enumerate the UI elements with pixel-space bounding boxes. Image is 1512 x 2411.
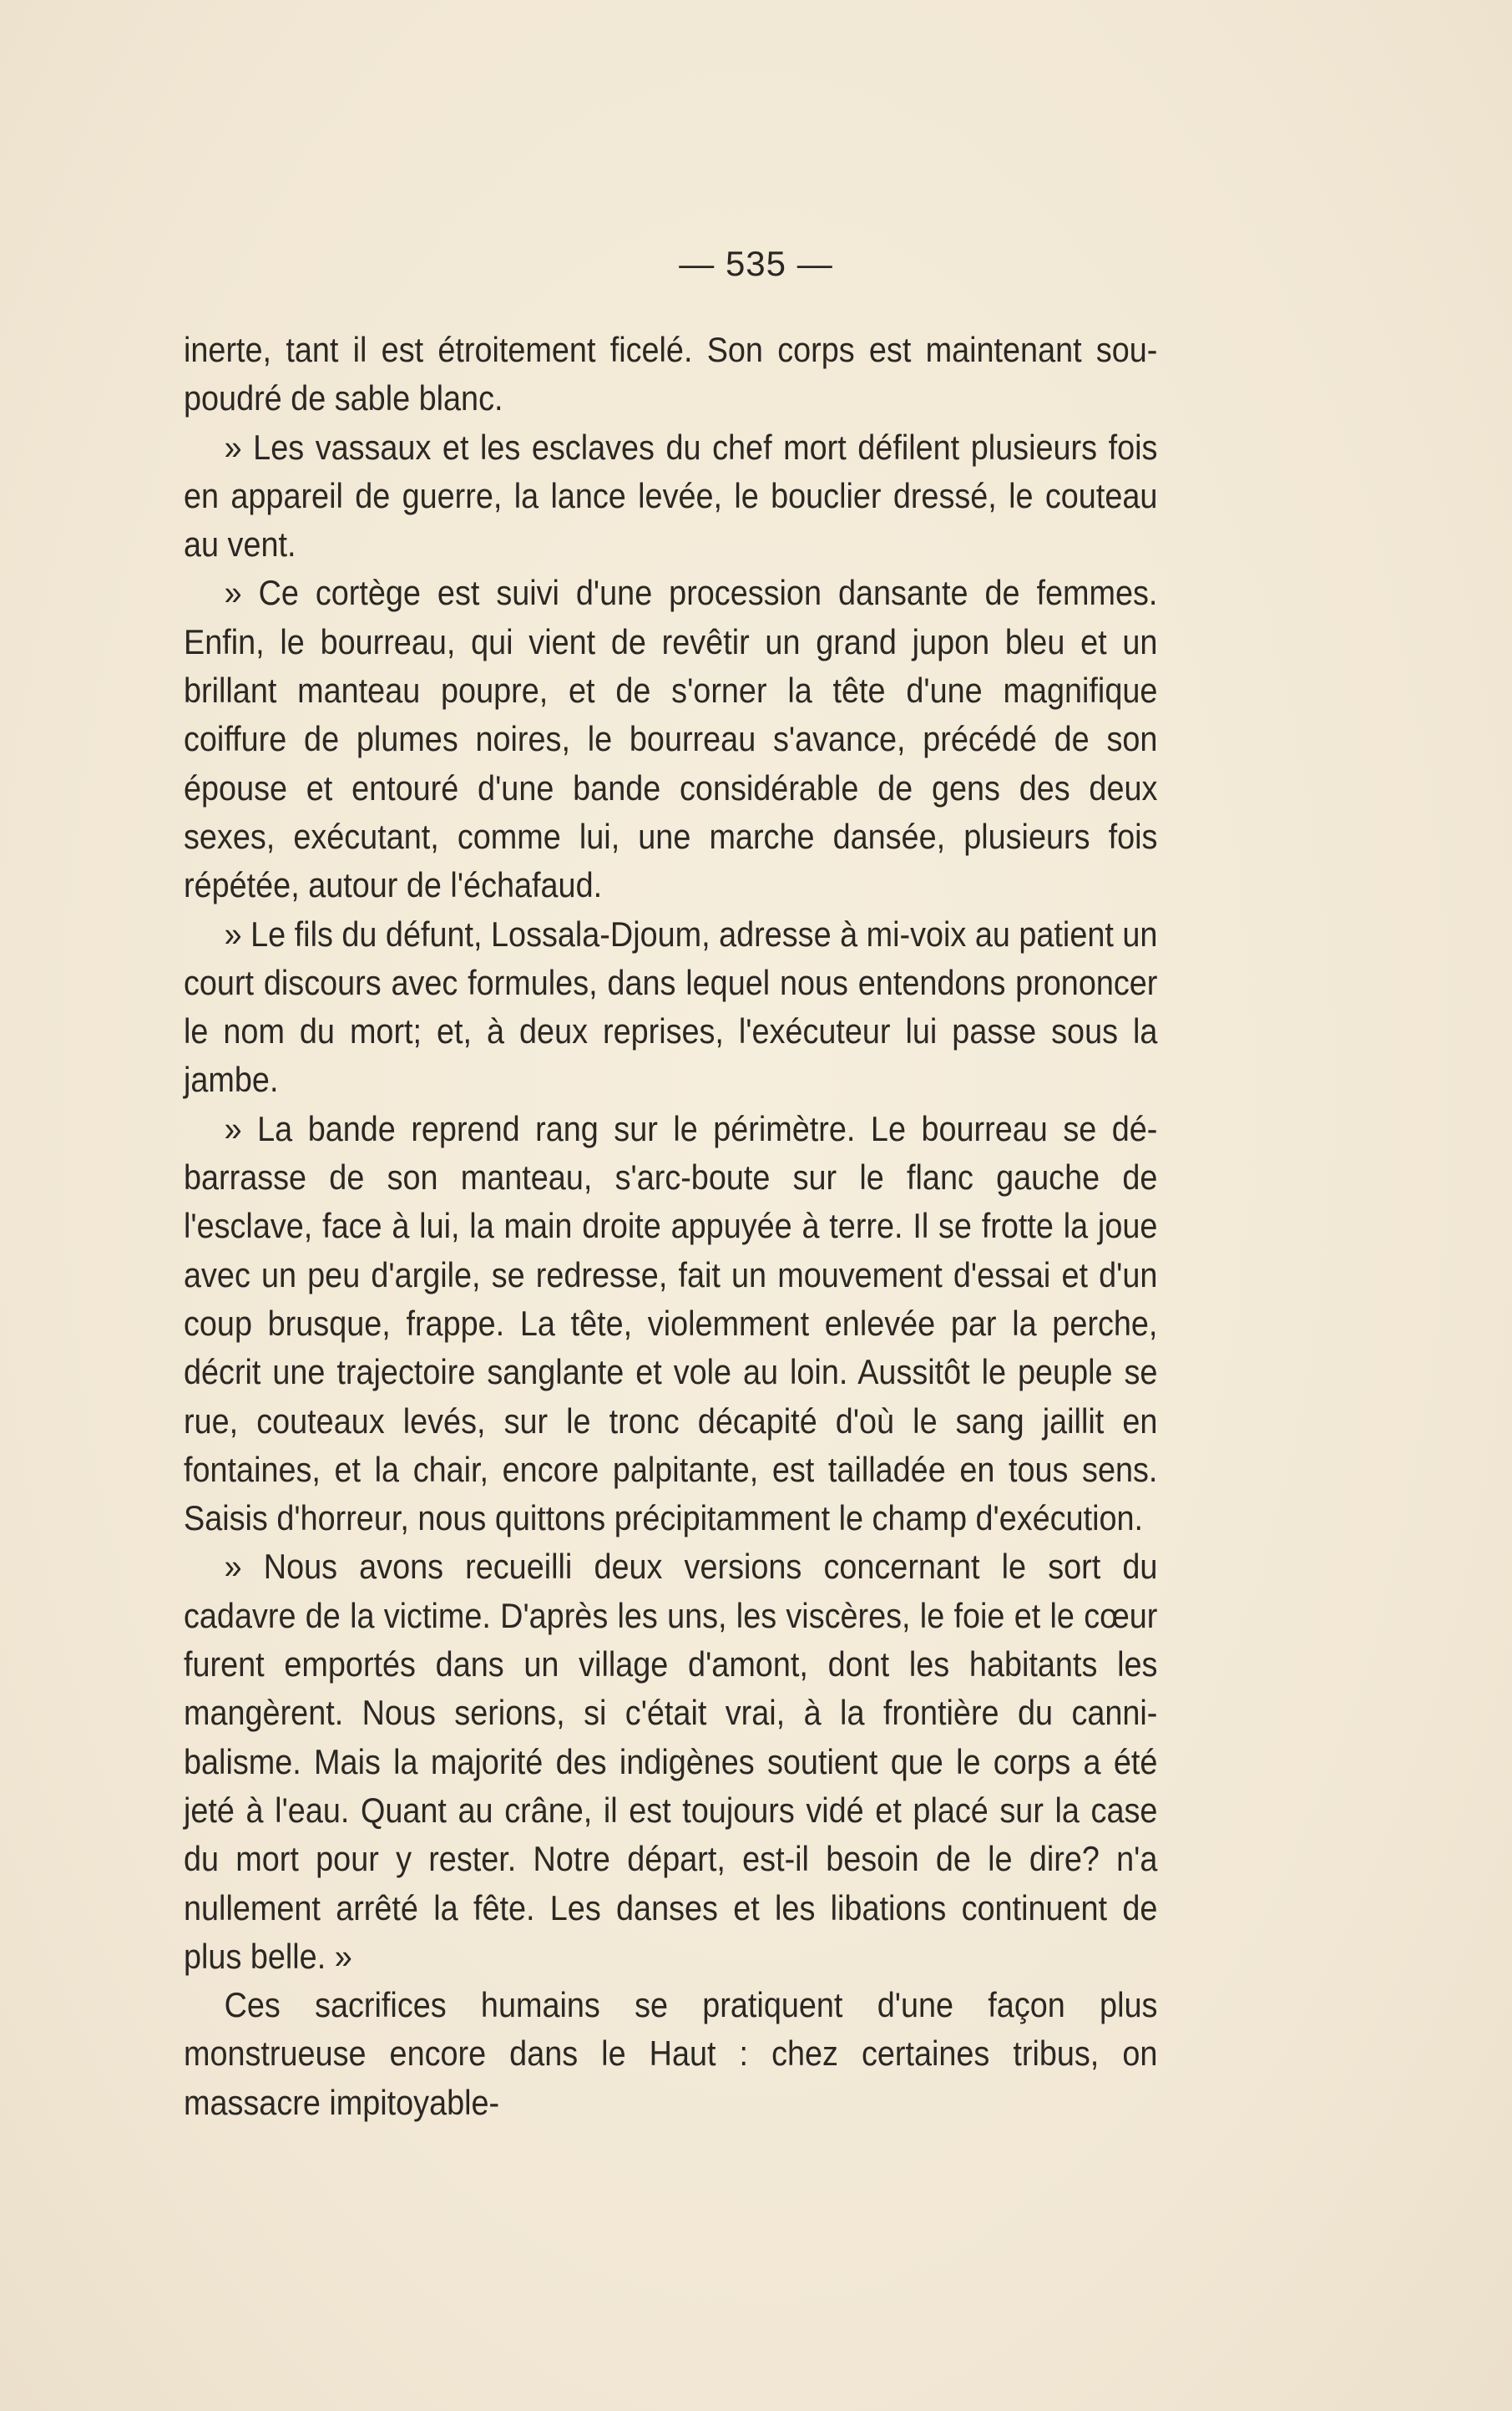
page-number: — 535 — [679, 244, 833, 283]
paragraph-3: » Ce cortège est suivi d'une procession dansante de femmes. Enfin, le bourreau, qui vient de revêtir un grand jupon bleu et un brillant manteau poupre, et de s'orner la tête d'une magnifique coiffure de plumes noires, le bourreau s'avance, précédé de son épouse et entouré d'une bande considérable de gens des deux sexes, exécutant, comme lui, une marche dansée, plusieurs fois répétée, autour de l'échafaud. [184, 573, 1158, 905]
paragraph-1: inerte, tant il est étroitement ficelé. Son corps est maintenant sou-poudré de sable blanc. [184, 330, 1158, 418]
paragraph-2: » Les vassaux et les esclaves du chef mort défilent plusieurs fois en appareil de guerre, la lance levée, le bouclier dressé, le couteau au vent. [184, 427, 1158, 565]
paragraph-5: » La bande reprend rang sur le périmètre. Le bourreau se dé-barrasse de son manteau, s'arc-boute sur le flanc gauche de l'esclave, face à lui, la main droite appuyée à terre. Il se frotte la joue avec un peu d'argile, se redresse, fait un mouvement d'essai et d'un coup brusque, frappe. La tête, violemment enlevée par la perche, décrit une trajectoire sanglante et vole au loin. Aussitôt le peuple se rue, couteaux levés, sur le tronc décapité d'où le sang jaillit en fontaines, et la chair, encore palpitante, est tailladée en tous sens. Saisis d'horreur, nous quittons précipitamment le champ d'exécution. [184, 1108, 1158, 1538]
paragraph-6: » Nous avons recueilli deux versions concernant le sort du cadavre de la victime. D'après les uns, les viscères, le foie et le cœur furent emportés dans un village d'amont, dont les habitants les mangèrent. Nous serions, si c'était vrai, à la frontière du canni-balisme. Mais la majorité des indigènes soutient que le corps a été jeté à l'eau. Quant au crâne, il est toujours vidé et placé sur la case du mort pour y rester. Notre départ, est-il besoin de le dire? n'a nullement arrêté la fête. Les danses et les libations continuent de plus belle. » [184, 1547, 1158, 1976]
body-text [184, 326, 1157, 2127]
paragraph-4: » Le fils du défunt, Lossala-Djoum, adresse à mi-voix au patient un court discours avec formules, dans lequel nous entendons prononcer le nom du mort; et, à deux reprises, l'exécuteur lui passe sous la jambe. [184, 914, 1158, 1100]
paragraph-7: Ces sacrifices humains se pratiquent d'une façon plus monstrueuse encore dans le Haut : chez certaines tribus, on massacre impitoyable- [184, 1985, 1158, 2122]
